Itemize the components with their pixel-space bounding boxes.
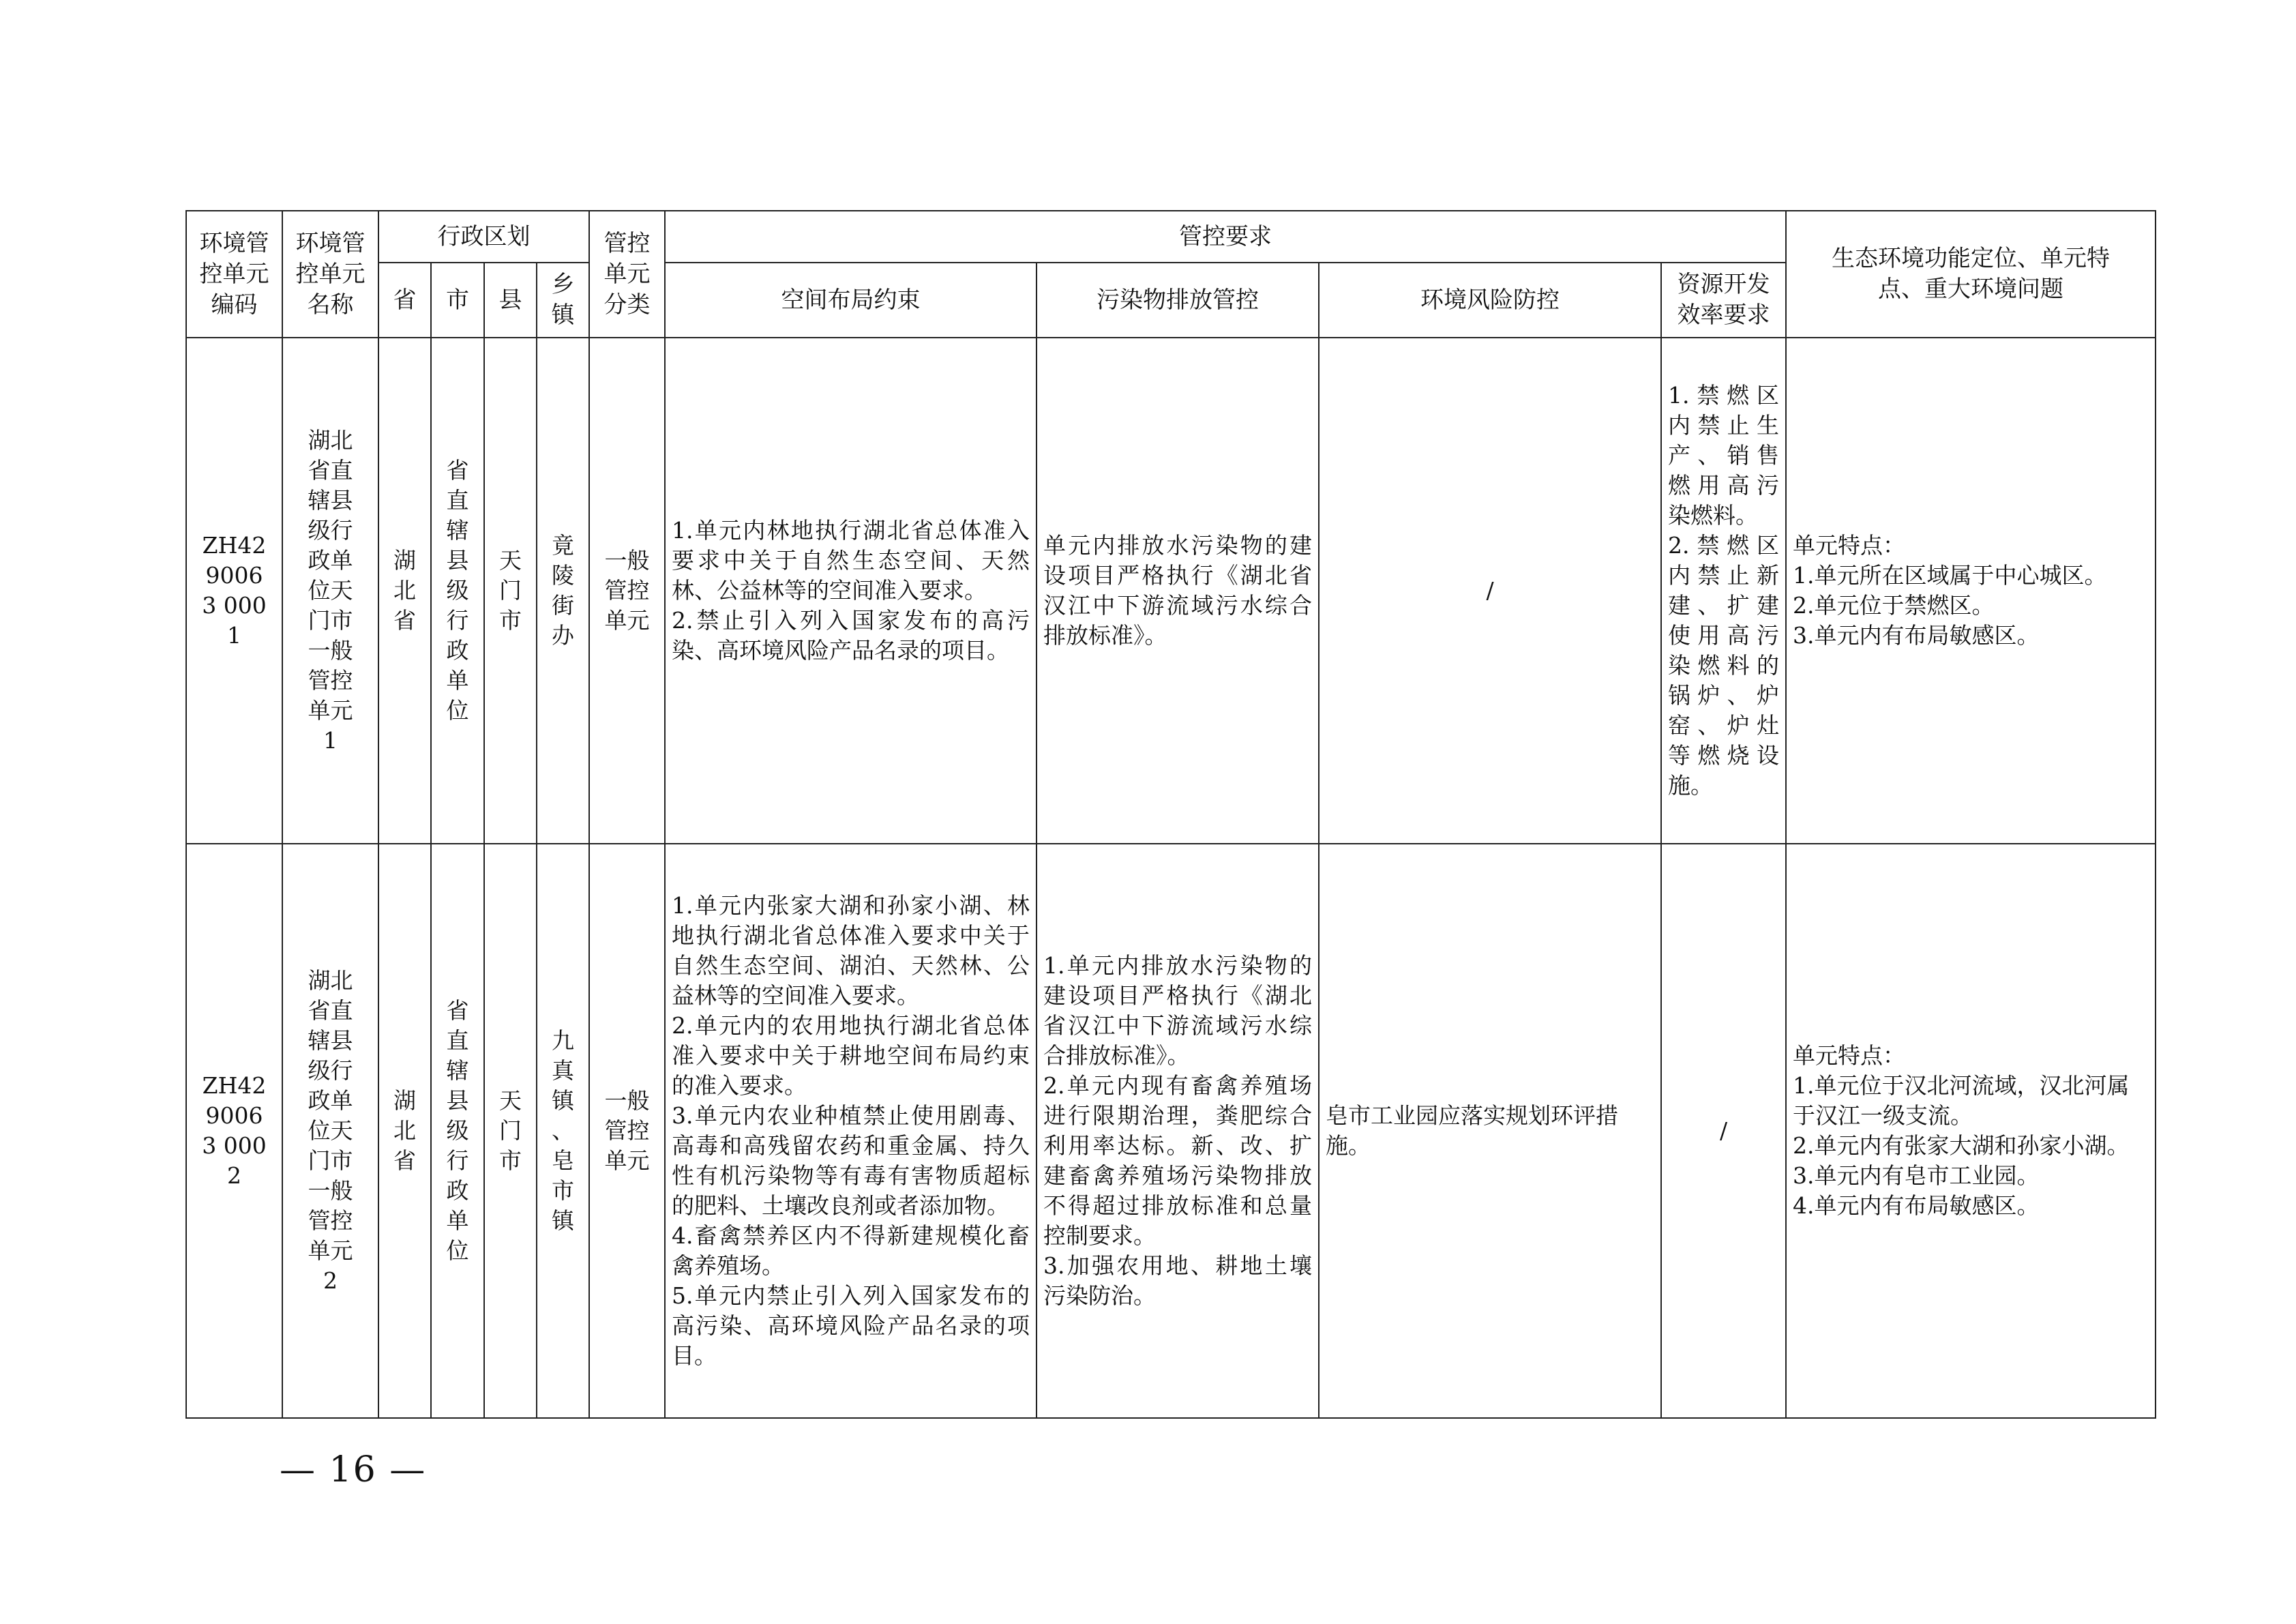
resource-efficiency: / bbox=[1661, 844, 1786, 1418]
header-name: 环境管控单元名称 bbox=[282, 211, 378, 338]
header-requirements: 管控要求 bbox=[665, 211, 1786, 263]
spatial-constraint: 1.单元内张家大湖和孙家小湖、林地执行湖北省总体准入要求中关于自然生态空间、湖泊、天然林、公益林等的空间准入要求。 2.单元内的农用地执行湖北省总体准入要求中关于耕地空间布局约束的准入要求。 3.单元内农业种植禁止使用剧毒、高毒和高残留农药和重金属、持久性有机污染物等有毒有害物质超标的肥料、土壤改良剂或者添加物。 4.畜禽禁养区内不得新建规模化畜禽养殖场。 5.单元内禁止引入列入国家发布的高污染、高环境风险产品名录的项目。 bbox=[665, 844, 1037, 1418]
unit-category: 一般管控单元 bbox=[589, 844, 665, 1418]
header-spatial: 空间布局约束 bbox=[665, 263, 1037, 338]
unit-province: 湖北省 bbox=[378, 338, 431, 844]
header-ecology: 生态环境功能定位、单元特点、重大环境问题 bbox=[1786, 211, 2156, 338]
control-unit-table bbox=[185, 210, 2156, 1419]
unit-category: 一般管控单元 bbox=[589, 338, 665, 844]
unit-town: 九真镇、皂市镇 bbox=[537, 844, 589, 1418]
ecology-notes: 单元特点： 1.单元所在区域属于中心城区。 2.单元位于禁燃区。 3.单元内有布局敏感区。 bbox=[1786, 338, 2156, 844]
unit-name: 湖北省直辖县级行政单位天门市一般管控单元1 bbox=[282, 338, 378, 844]
resource-efficiency: 1.禁燃区内禁止生产、销售燃用高污染燃料。 2.禁燃区内禁止新建、扩建使用高污染燃料的锅炉、炉窑、炉灶等燃烧设施。 bbox=[1661, 338, 1786, 844]
unit-code: ZH4290063 0001 bbox=[186, 338, 282, 844]
header-resource: 资源开发效率要求 bbox=[1661, 263, 1786, 338]
risk-control: 皂市工业园应落实规划环评措施。 bbox=[1319, 844, 1661, 1418]
header-town: 乡镇 bbox=[537, 263, 589, 338]
pollution-control: 单元内排放水污染物的建设项目严格执行《湖北省汉江中下游流域污水综合排放标准》。 bbox=[1037, 338, 1319, 844]
header-category: 管控单元分类 bbox=[589, 211, 665, 338]
table-row bbox=[186, 338, 2156, 844]
unit-code: ZH4290063 0002 bbox=[186, 844, 282, 1418]
header-province: 省 bbox=[378, 263, 431, 338]
ecology-notes: 单元特点： 1.单元位于汉北河流域，汉北河属于汉江一级支流。 2.单元内有张家大湖和孙家小湖。 3.单元内有皂市工业园。 4.单元内有布局敏感区。 bbox=[1786, 844, 2156, 1418]
unit-county: 天门市 bbox=[484, 338, 537, 844]
unit-city: 省直辖县级行政单位 bbox=[431, 844, 484, 1418]
pollution-control: 1.单元内排放水污染物的建设项目严格执行《湖北省汉江中下游流域污水综合排放标准》。 2.单元内现有畜禽养殖场进行限期治理，粪肥综合利用率达标。新、改、扩建畜禽养殖场污染物排放不得超过排放标准和总量控制要求。 3.加强农用地、耕地土壤污染防治。 bbox=[1037, 844, 1319, 1418]
header-risk: 环境风险防控 bbox=[1319, 263, 1661, 338]
header-admin: 行政区划 bbox=[378, 211, 589, 263]
unit-province: 湖北省 bbox=[378, 844, 431, 1418]
page-number: — 16 — bbox=[280, 1449, 427, 1490]
table-row bbox=[186, 844, 2156, 1418]
risk-control: / bbox=[1319, 338, 1661, 844]
header-county: 县 bbox=[484, 263, 537, 338]
unit-name: 湖北省直辖县级行政单位天门市一般管控单元2 bbox=[282, 844, 378, 1418]
header-code: 环境管控单元编码 bbox=[186, 211, 282, 338]
header-pollution: 污染物排放管控 bbox=[1037, 263, 1319, 338]
unit-city: 省直辖县级行政单位 bbox=[431, 338, 484, 844]
unit-town: 竟陵街办 bbox=[537, 338, 589, 844]
header-city: 市 bbox=[431, 263, 484, 338]
spatial-constraint: 1.单元内林地执行湖北省总体准入要求中关于自然生态空间、天然林、公益林等的空间准入要求。 2.禁止引入列入国家发布的高污染、高环境风险产品名录的项目。 bbox=[665, 338, 1037, 844]
unit-county: 天门市 bbox=[484, 844, 537, 1418]
